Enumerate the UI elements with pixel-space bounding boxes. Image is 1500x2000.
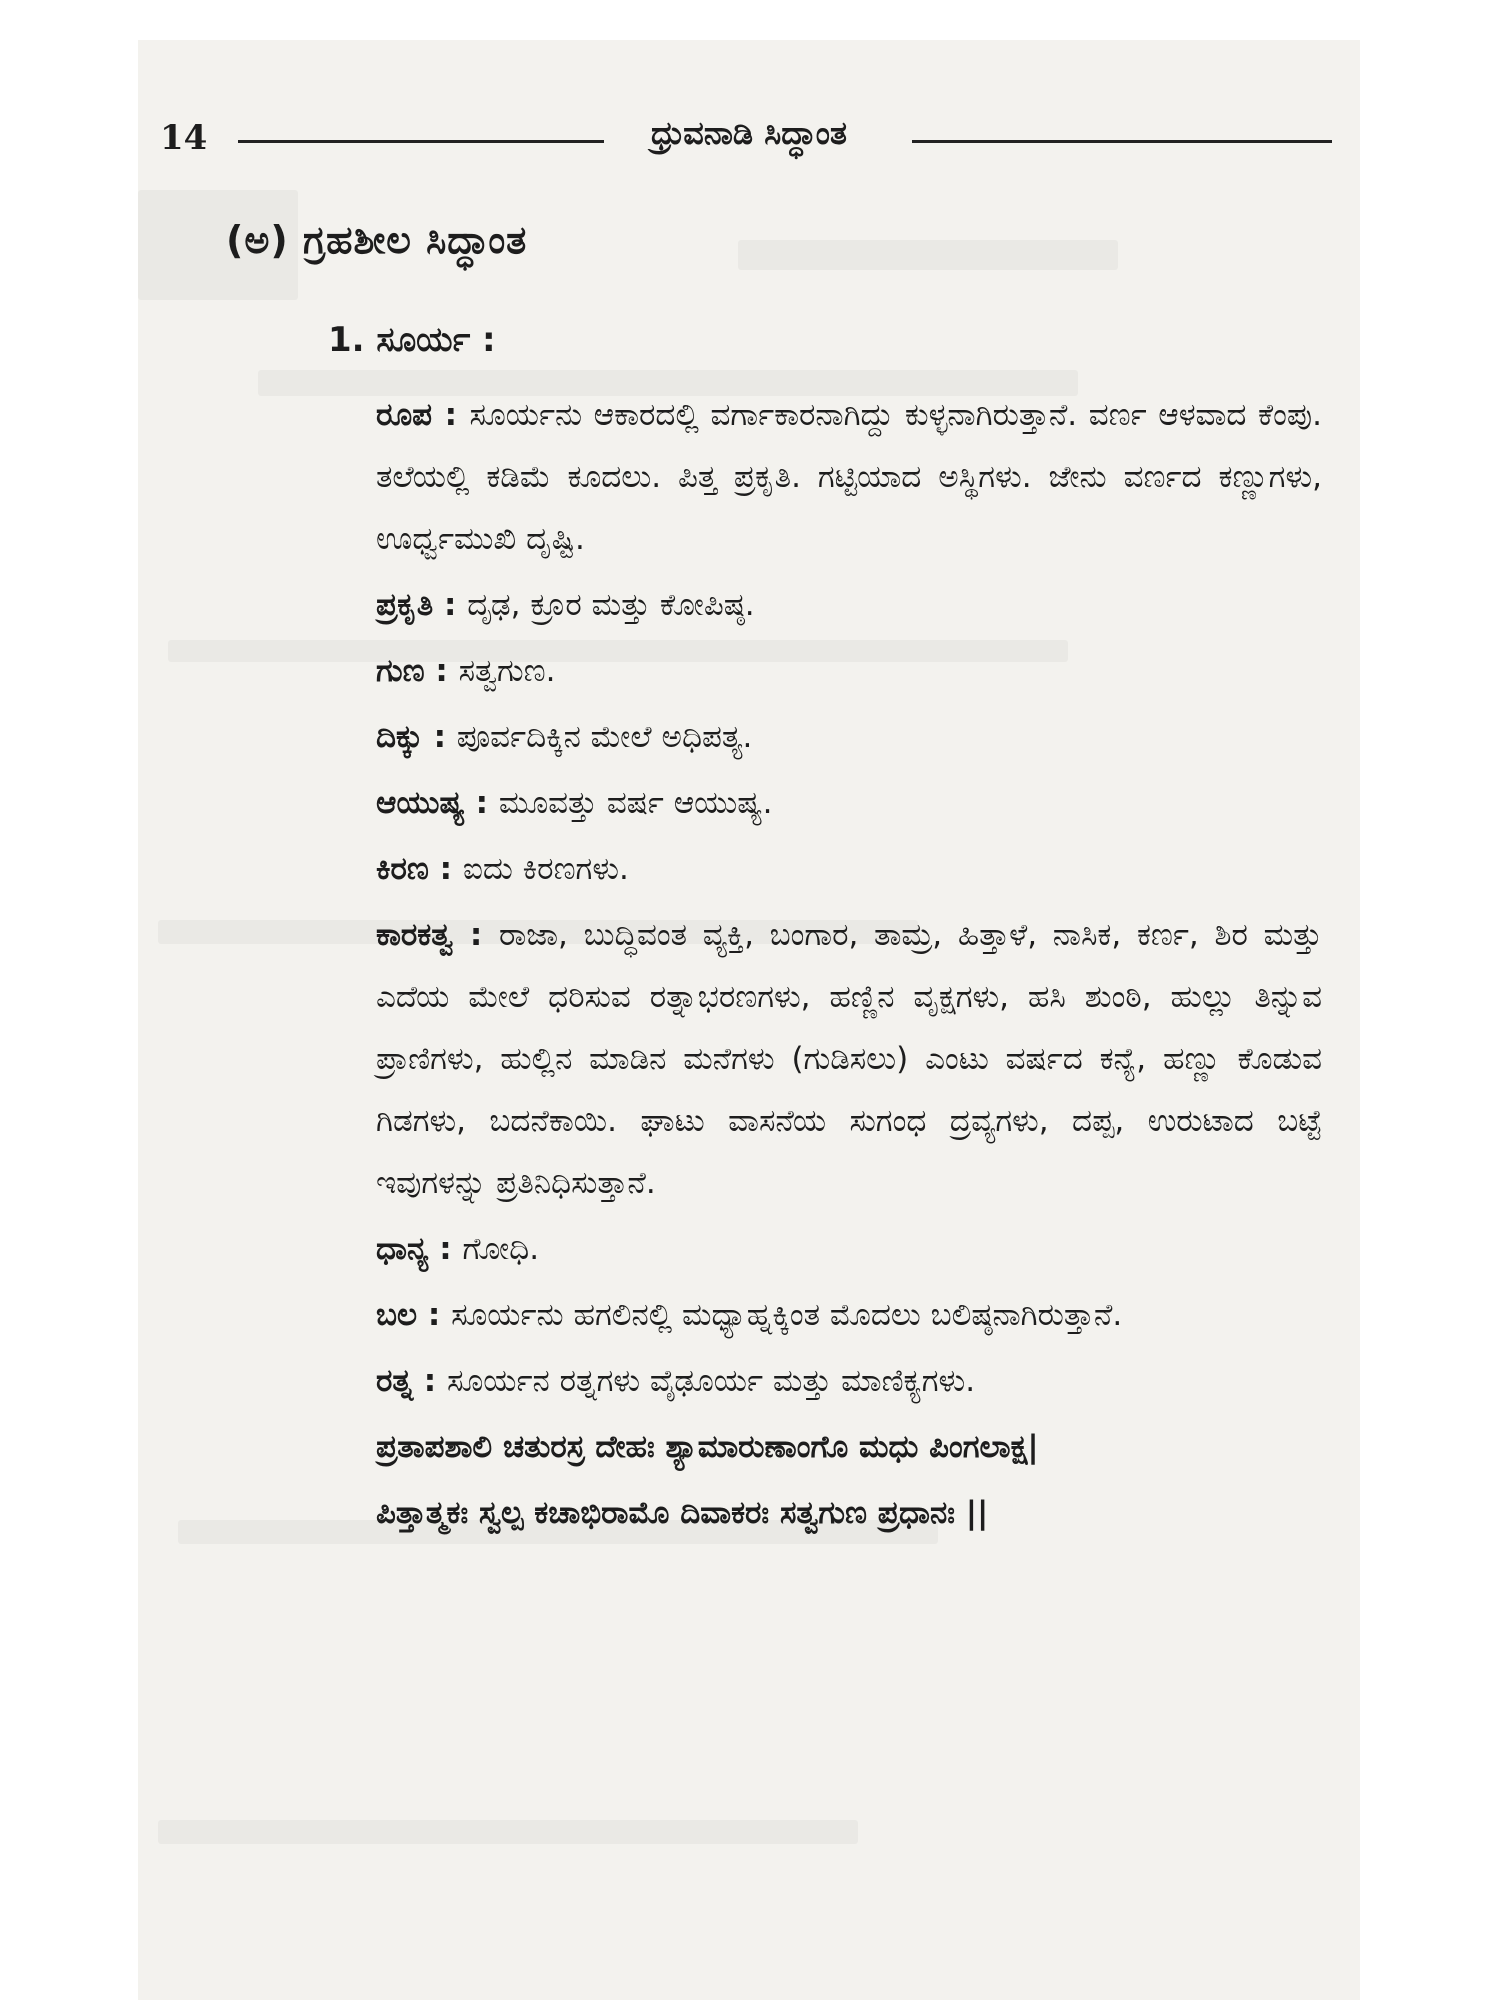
entries-body xyxy=(376,384,1322,1548)
entry-separator: : xyxy=(422,719,457,755)
entry-label: ರತ್ನ xyxy=(376,1363,414,1399)
entry-prakruti xyxy=(376,574,1322,636)
entry-separator: : xyxy=(424,653,459,689)
running-header xyxy=(138,108,1360,158)
subsection-heading: 1. ಸೂರ್ಯ : xyxy=(328,320,496,360)
entry-text: ಗೋಧಿ. xyxy=(462,1231,540,1267)
entry-label: ಬಲ xyxy=(376,1297,418,1333)
entry-label: ಪ್ರಕೃತಿ xyxy=(376,587,434,623)
section-heading: (ಅ) ಗ್ರಹಶೀಲ ಸಿದ್ಧಾಂತ xyxy=(226,218,528,262)
verse-line-1: ಪ್ರತಾಪಶಾಲಿ ಚತುರಸ್ರ ದೇಹಃ ಶ್ಯಾಮಾರುಣಾಂಗೊ ಮಧು ಪಿಂಗಲಾಕ್ಷ| xyxy=(376,1429,1039,1465)
entry-label: ಧಾನ್ಯ xyxy=(376,1231,429,1267)
entry-label: ಕಾರಕತ್ವ xyxy=(376,917,454,953)
entry-label: ರೂಪ xyxy=(376,397,433,433)
entry-separator: : xyxy=(432,397,470,433)
entry-text: ಐದು ಕಿರಣಗಳು. xyxy=(462,851,629,887)
entry-guna xyxy=(376,640,1322,702)
page-number: 14 xyxy=(160,118,208,158)
entry-kirana xyxy=(376,838,1322,900)
entry-ayushya xyxy=(376,772,1322,834)
entry-label: ಕಿರಣ xyxy=(376,851,429,887)
entry-separator: : xyxy=(464,785,499,821)
entry-text: ಸೂರ್ಯನ ರತ್ನಗಳು ವೈಢೂರ್ಯ ಮತ್ತು ಮಾಣಿಕ್ಯಗಳು. xyxy=(447,1363,976,1399)
entry-bala xyxy=(376,1284,1322,1346)
entry-text: ರಾಜಾ, ಬುದ್ಧಿವಂತ ವ್ಯಕ್ತಿ, ಬಂಗಾರ, ತಾಮ್ರ, ಹಿತ್ತಾಳೆ, ನಾಸಿಕ, ಕರ್ಣ, ಶಿರ ಮತ್ತು ಎದೆಯ ಮೇಲೆ ಧರಿಸುವ ರತ್ನಾಭರಣಗಳು, ಹಣ್ಣಿನ ವೃಕ್ಷಗಳು, ಹಸಿ ಶುಂಠಿ, ಹುಲ್ಲು ತಿನ್ನುವ ಪ್ರಾಣಿಗಳು, ಹುಲ್ಲಿನ ಮಾಡಿನ ಮನೆಗಳು (ಗುಡಿಸಲು) ಎಂಟು ವರ್ಷದ ಕನ್ಯೆ, ಹಣ್ಣು ಕೊಡುವ ಗಿಡಗಳು, ಬದನೆಕಾಯಿ. ಘಾಟು ವಾಸನೆಯ ಸುಗಂಧ ದ್ರವ್ಯಗಳು, ದಪ್ಪ, ಉರುಟಾದ ಬಟ್ಟೆ ಇವುಗಳನ್ನು ಪ್ರತಿನಿಧಿಸುತ್ತಾನೆ. xyxy=(376,917,1322,1201)
header-rule-right xyxy=(912,140,1332,143)
book-page xyxy=(138,40,1360,2000)
entry-separator: : xyxy=(428,851,463,887)
entry-separator: : xyxy=(433,587,468,623)
entry-label: ಆಯುಷ್ಯ xyxy=(376,785,465,821)
entry-text: ಸೂರ್ಯನು ಹಗಲಿನಲ್ಲಿ ಮಧ್ಯಾಹ್ನಕ್ಕಿಂತ ಮೊದಲು ಬಲಿಷ್ಠನಾಗಿರುತ್ತಾನೆ. xyxy=(451,1297,1123,1333)
entry-roopa xyxy=(376,384,1322,570)
entry-dikku xyxy=(376,706,1322,768)
verse-line-2: ಪಿತ್ತಾತ್ಮಕಃ ಸ್ವಲ್ಪ ಕಚಾಭಿರಾಮೊ ದಿವಾಕರಃ ಸತ್ವಗುಣ ಪ್ರಧಾನಃ || xyxy=(376,1495,989,1531)
entry-ratna xyxy=(376,1350,1322,1412)
entry-separator: : xyxy=(453,917,499,953)
entry-text: ದೃಢ, ಕ್ರೂರ ಮತ್ತು ಕೋಪಿಷ್ಠ. xyxy=(467,587,755,623)
entry-label: ದಿಕ್ಕು xyxy=(376,719,423,755)
entry-dhanya xyxy=(376,1218,1322,1280)
entry-separator: : xyxy=(428,1231,463,1267)
entry-text: ಪೂರ್ವದಿಕ್ಕಿನ ಮೇಲೆ ಅಧಿಪತ್ಯ. xyxy=(456,719,753,755)
entry-karakatva xyxy=(376,904,1322,1214)
entry-text: ಮೂವತ್ತು ವರ್ಷ ಆಯುಷ್ಯ. xyxy=(498,785,773,821)
entry-text: ಸತ್ವಗುಣ. xyxy=(458,653,556,689)
entry-separator: : xyxy=(417,1297,452,1333)
entry-separator: : xyxy=(413,1363,447,1399)
entry-text: ಸೂರ್ಯನು ಆಕಾರದಲ್ಲಿ ವರ್ಗಾಕಾರನಾಗಿದ್ದು ಕುಳ್ಳನಾಗಿರುತ್ತಾನೆ. ವರ್ಣ ಆಳವಾದ ಕೆಂಪು. ತಲೆಯಲ್ಲಿ ಕಡಿಮೆ ಕೂದಲು. ಪಿತ್ತ ಪ್ರಕೃತಿ. ಗಟ್ಟಿಯಾದ ಅಸ್ಥಿಗಳು. ಜೇನು ವರ್ಣದ ಕಣ್ಣುಗಳು, ಊರ್ಧ್ವಮುಖಿ ದೃಷ್ಟಿ. xyxy=(376,397,1322,557)
entry-label: ಗುಣ xyxy=(376,653,425,689)
running-title: ಧ್ರುವನಾಡಿ ಸಿದ್ಧಾಂತ xyxy=(651,114,847,152)
